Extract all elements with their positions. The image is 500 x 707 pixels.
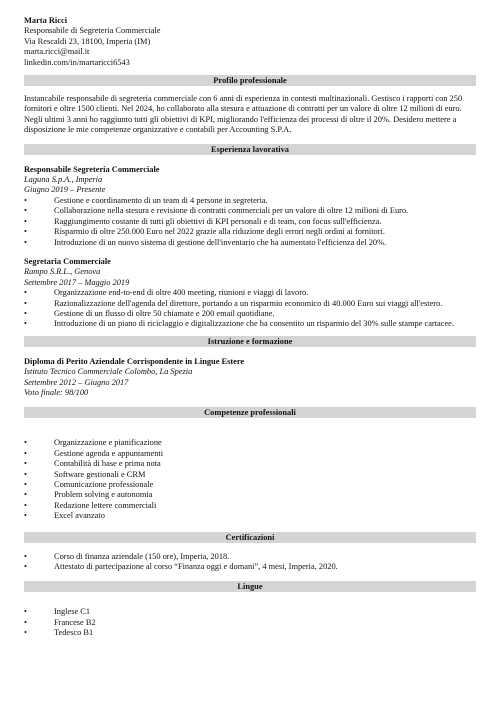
list-item: • Organizzazione end-to-end di oltre 400 meeting, riunioni e viaggi di lavoro. bbox=[24, 288, 476, 298]
section-heading-profile: Profilo professionale bbox=[24, 75, 476, 86]
list-item: • Redazione lettere commerciali bbox=[24, 501, 476, 511]
section-heading-certifications: Certificazioni bbox=[24, 532, 476, 543]
list-item: • Software gestionali e CRM bbox=[24, 470, 476, 480]
list-item: • Introduzione di un nuovo sistema di gestione dell'inventario che ha aumentato l'efficienza del 20%. bbox=[24, 238, 476, 248]
list-item: • Collaborazione nella stesura e revisione di contratti commerciali per un valore di oltre 12 milioni di Euro. bbox=[24, 206, 476, 216]
profile-summary: Instancabile responsabile di segreteria commerciale con 6 anni di esperienza in contesti multinazionali. Gestisco i rapporti con 250 fornitori e oltre 1500 clienti. Nel 2024, ho collaborato alla stesura e attuazione di contratti per un valore di oltre 12 milioni di euro. Negli ultimi 3 anni ho raggiunto tutti gli obiettivi di KPI, migliorando l'efficienza dei processi di oltre il 20%. Desidero mettere a disposizione le mie competenze organizzative e contabili per Accounting S.P.A. bbox=[24, 94, 463, 135]
candidate-email[interactable]: marta.ricci@mail.it bbox=[24, 47, 90, 57]
list-item: • Attestato di partecipazione al corso “Finanza oggi e domani”, 4 mesi, Imperia, 2020. bbox=[24, 562, 476, 572]
job-title: Responsabile Segreteria Commerciale bbox=[24, 164, 160, 174]
list-item: • Excel avanzato bbox=[24, 511, 476, 521]
list-item: • Gestione di un flusso di oltre 50 chiamate e 200 email quotidiane. bbox=[24, 309, 476, 319]
certifications-list bbox=[24, 552, 476, 573]
section-heading-languages: Lingue bbox=[24, 581, 476, 592]
list-item: • Gestione agenda e appuntamenti bbox=[24, 449, 476, 459]
list-item: • Razionalizzazione dell'agenda del direttore, portando a un risparmio economico di 40.000 Euro sui viaggi all'estero. bbox=[24, 299, 476, 309]
job-dates: Settembre 2017 – Maggio 2019 bbox=[24, 277, 130, 287]
job-entry bbox=[24, 165, 476, 248]
contact-header bbox=[24, 16, 476, 68]
candidate-title: Responsabile di Segreteria Commerciale bbox=[24, 26, 161, 36]
job-entry bbox=[24, 257, 476, 330]
education-entry bbox=[24, 357, 476, 399]
job-title: Segretaria Commerciale bbox=[24, 256, 111, 266]
job-dates: Giugno 2019 – Presente bbox=[24, 185, 106, 195]
list-item: • Contabilità di base e prima nota bbox=[24, 459, 476, 469]
section-heading-experience: Esperienza lavorativa bbox=[24, 144, 476, 155]
candidate-name: Marta Ricci bbox=[24, 16, 68, 25]
list-item: • Introduzione di un piano di riciclaggio e digitalizzazione che ha consentito un risparmio del 30% sulle stampe cartacee. bbox=[24, 319, 476, 329]
list-item: • Gestione e coordinamento di un team di 4 persone in segreteria. bbox=[24, 196, 476, 206]
school-name: Istituto Tecnico Commerciale Colombo, La Spezia bbox=[24, 367, 193, 377]
job-company: Laguna S.p.A., Imperia bbox=[24, 175, 103, 185]
list-item: • Raggiungimento costante di tutti gli obiettivi di KPI personali e di team, con focus sull'efficienza. bbox=[24, 217, 476, 227]
list-item: • Tedesco B1 bbox=[24, 628, 476, 638]
education-dates: Settembre 2012 – Giugno 2017 bbox=[24, 377, 129, 387]
candidate-linkedin[interactable]: linkedin.com/in/martaricci6543 bbox=[24, 57, 130, 67]
skills-list bbox=[24, 438, 476, 521]
section-heading-skills: Competenze professionali bbox=[24, 407, 476, 418]
list-item: • Risparmio di oltre 250.000 Euro nel 2022 grazie alla riduzione degli errori negli ordini ai fornitori. bbox=[24, 227, 476, 237]
final-grade: Voto finale: 98/100 bbox=[24, 387, 89, 397]
degree-title: Diploma di Perito Aziendale Corrispondente in Lingue Estere bbox=[24, 356, 245, 366]
list-item: • Organizzazione e pianificazione bbox=[24, 438, 476, 448]
list-item: • Problem solving e autonomia bbox=[24, 490, 476, 500]
job-bullets bbox=[24, 288, 476, 330]
job-bullets bbox=[24, 196, 476, 248]
list-item: • Comunicazione professionale bbox=[24, 480, 476, 490]
section-heading-education: Istruzione e formazione bbox=[24, 336, 476, 347]
list-item: • Inglese C1 bbox=[24, 607, 476, 617]
candidate-address: Via Rescaldi 23, 18100, Imperia (IM) bbox=[24, 36, 151, 46]
list-item: • Corso di finanza aziendale (150 ore), Imperia, 2018. bbox=[24, 552, 476, 562]
job-company: Rampo S.R.L., Genova bbox=[24, 267, 101, 277]
list-item: • Francese B2 bbox=[24, 618, 476, 628]
languages-list bbox=[24, 607, 476, 638]
